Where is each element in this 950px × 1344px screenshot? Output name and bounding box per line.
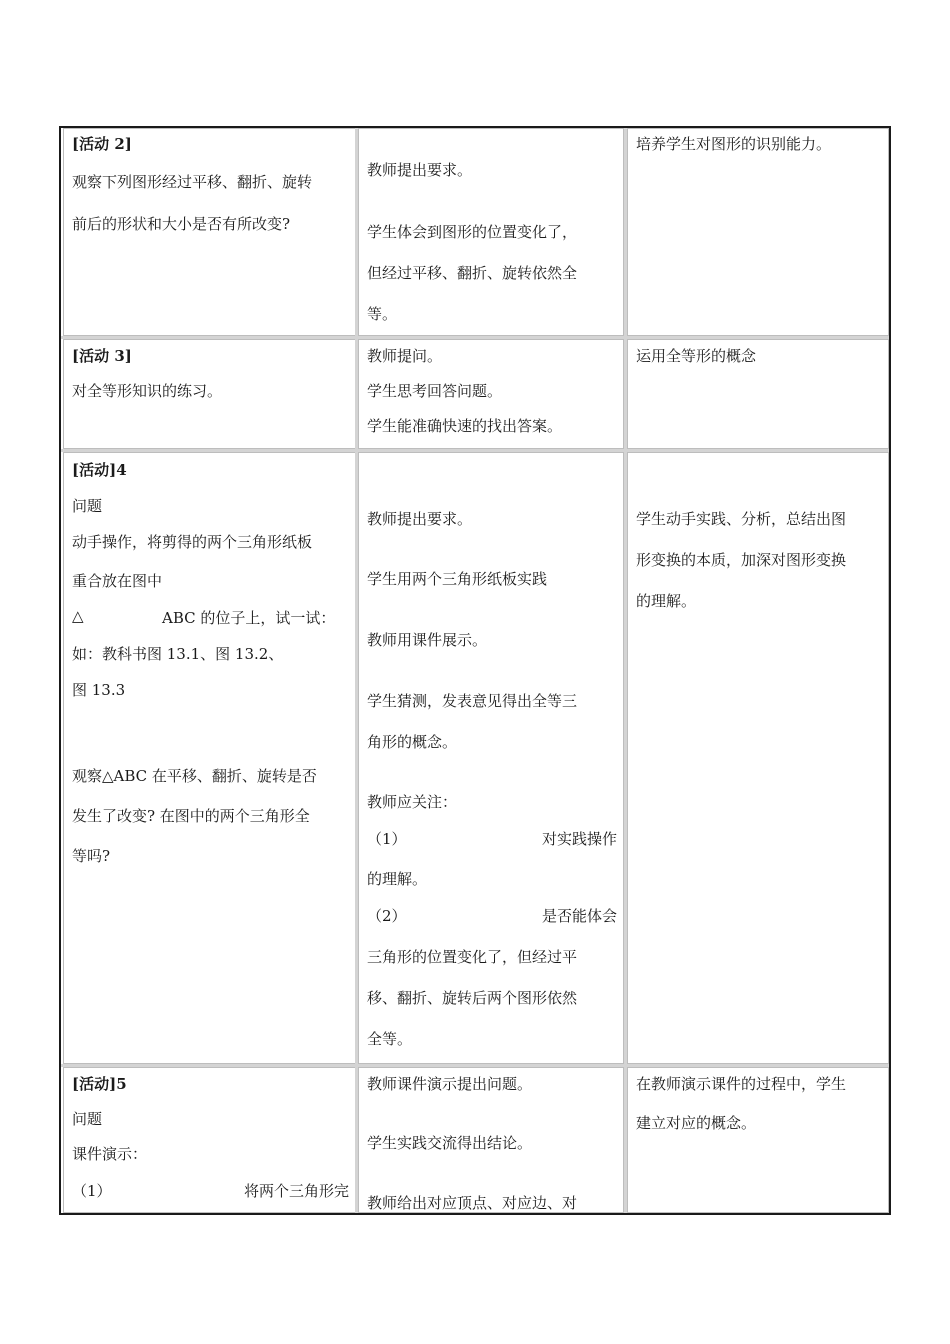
text-line: 教师提问。 — [367, 347, 443, 365]
text-line: 教师应关注： — [367, 793, 458, 811]
activity-cell — [63, 1067, 356, 1213]
activity-title: [活动 3] — [72, 347, 132, 365]
text-line: 学生能准确快速的找出答案。 — [367, 417, 563, 435]
text-line: 的理解。 — [636, 592, 697, 610]
teacher-student-cell — [358, 339, 624, 449]
teacher-student-cell — [358, 1067, 624, 1213]
text-line: 如：教科书图 13.1、图 13.2、 — [72, 645, 284, 663]
purpose-cell — [627, 339, 889, 449]
text-line: 问题 — [72, 1110, 103, 1128]
text-line: 但经过平移、翻折、旋转依然全 — [367, 264, 578, 282]
text-line: 对实践操作 — [541, 830, 617, 848]
text-line: 学生猜测，发表意见得出全等三 — [367, 692, 578, 710]
teacher-student-cell — [358, 128, 624, 336]
text-line: 学生用两个三角形纸板实践 — [367, 570, 548, 588]
lesson-plan-table — [59, 126, 891, 1215]
text-line: 学生思考回答问题。 — [367, 382, 503, 400]
column-divider — [624, 128, 627, 1213]
activity-title: [活动]4 — [72, 461, 127, 479]
triangle-symbol: △ — [72, 607, 84, 625]
text-line: 等吗? — [72, 847, 111, 865]
text-line: 学生动手实践、分析，总结出图 — [636, 510, 847, 528]
table-row — [61, 339, 889, 449]
text-line: 的理解。 — [367, 870, 428, 888]
text-line: 在教师演示课件的过程中，学生 — [636, 1075, 847, 1093]
text-line: 三角形的位置变化了，但经过平 — [367, 948, 578, 966]
text-line: 将两个三角形完 — [243, 1182, 349, 1200]
text-line: 发生了改变? 在图中的两个三角形全 — [72, 807, 310, 825]
text-line: 前后的形状和大小是否有所改变? — [72, 215, 291, 233]
text-line: 移、翻折、旋转后两个图形依然 — [367, 989, 578, 1007]
teacher-student-cell — [358, 452, 624, 1064]
purpose-cell — [627, 128, 889, 336]
text-line: 形变换的本质，加深对图形变换 — [636, 551, 847, 569]
text-line: 教师提出要求。 — [367, 510, 473, 528]
list-marker: （1） — [72, 1182, 112, 1200]
text-line: 学生体会到图形的位置变化了， — [367, 223, 578, 241]
activity-cell — [63, 452, 356, 1064]
table-row — [61, 452, 889, 1064]
text-line: 角形的概念。 — [367, 733, 458, 751]
table-row — [61, 128, 889, 336]
list-marker: （1） — [367, 830, 407, 848]
text-line: 教师提出要求。 — [367, 161, 473, 179]
text-line: 图 13.3 — [72, 681, 126, 699]
text-line: 教师课件演示提出问题。 — [367, 1075, 533, 1093]
text-line: 运用全等形的概念 — [636, 347, 757, 365]
list-marker: （2） — [367, 907, 407, 925]
table-row — [61, 1067, 889, 1213]
text-line: 观察△ABC 在平移、翻折、旋转是否 — [72, 767, 317, 785]
activity-title: [活动]5 — [72, 1075, 127, 1093]
text-line: 课件演示： — [72, 1145, 148, 1163]
purpose-cell — [627, 452, 889, 1064]
activity-title: [活动 2] — [72, 135, 132, 153]
activity-cell — [63, 128, 356, 336]
purpose-cell — [627, 1067, 889, 1213]
text-line: 学生实践交流得出结论。 — [367, 1134, 533, 1152]
text-line: 建立对应的概念。 — [636, 1114, 757, 1132]
text-line: 问题 — [72, 497, 103, 515]
text-line: 对全等形知识的练习。 — [72, 382, 223, 400]
text-line: 观察下列图形经过平移、翻折、旋转 — [72, 173, 313, 191]
text-line: 重合放在图中 — [72, 572, 163, 590]
text-line: 动手操作，将剪得的两个三角形纸板 — [72, 533, 313, 551]
text-line: 是否能体会 — [541, 907, 617, 925]
text-line: 教师用课件展示。 — [367, 631, 488, 649]
text-line: 培养学生对图形的识别能力。 — [636, 135, 832, 153]
text-line: 等。 — [367, 305, 398, 323]
text-line: ABC 的位子上，试一试： — [162, 609, 336, 627]
column-divider — [355, 128, 358, 1213]
activity-cell — [63, 339, 356, 449]
text-line: 教师给出对应顶点、对应边、对 — [367, 1194, 578, 1212]
text-line: 全等。 — [367, 1030, 413, 1048]
